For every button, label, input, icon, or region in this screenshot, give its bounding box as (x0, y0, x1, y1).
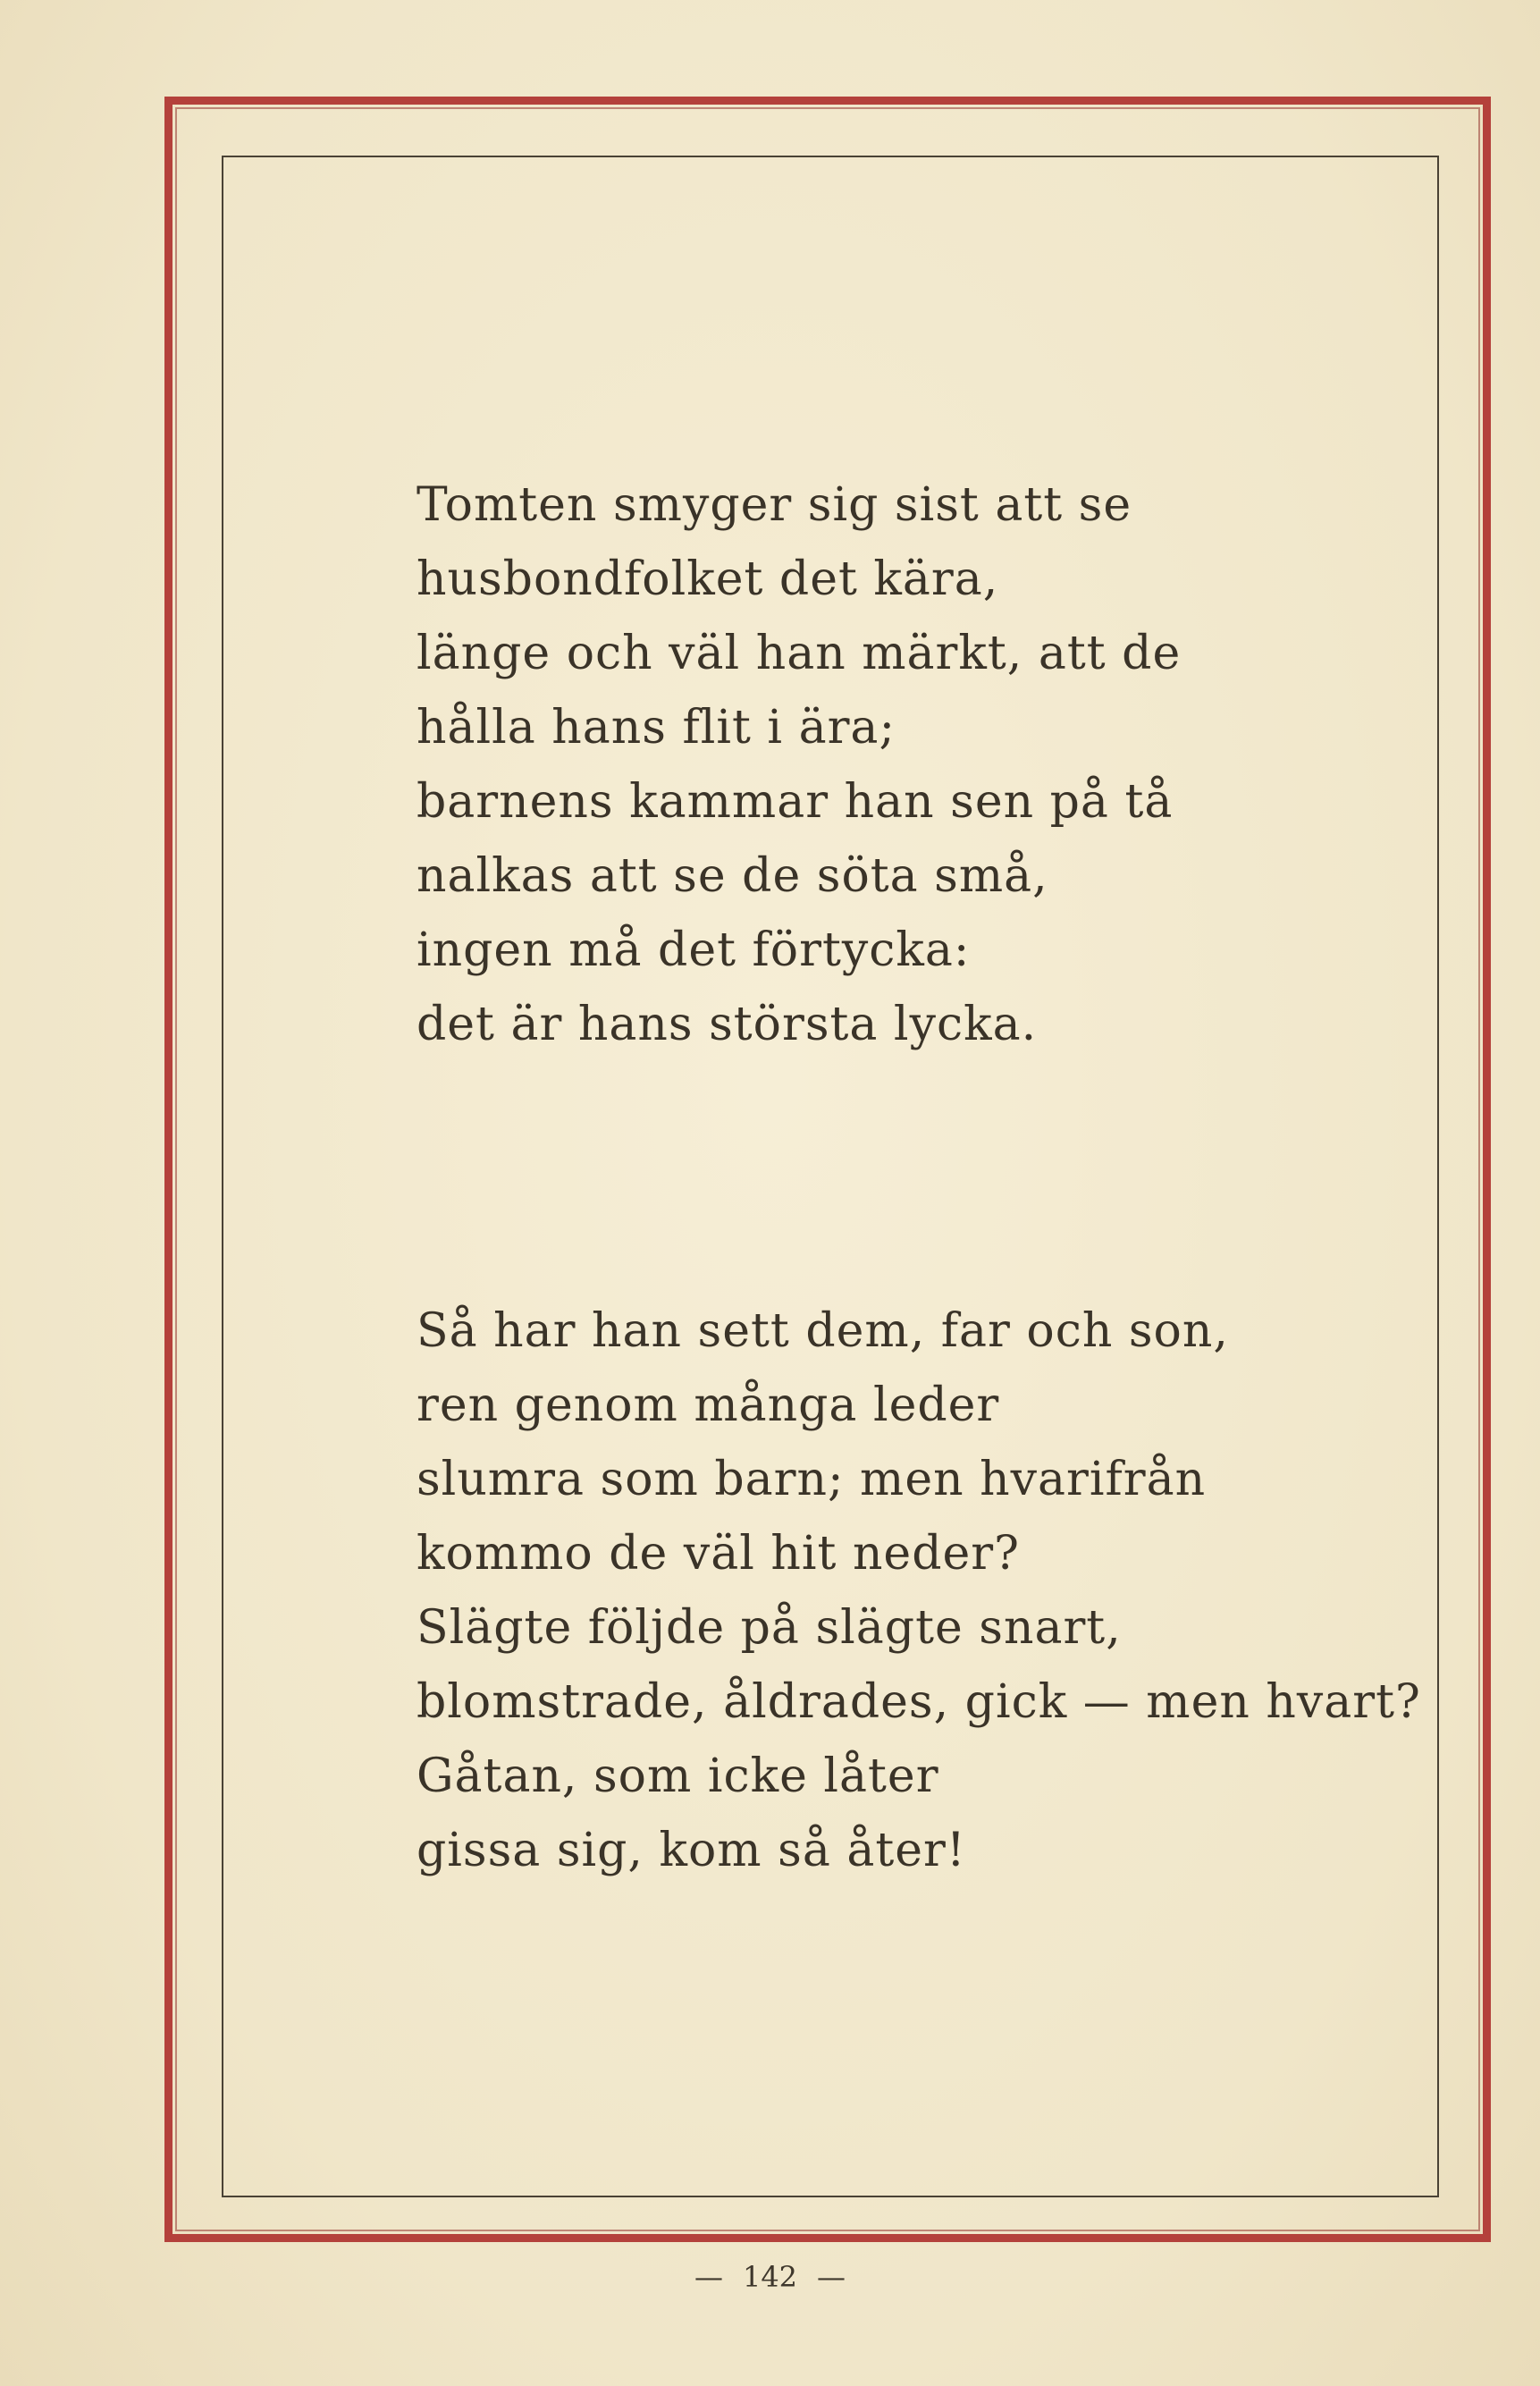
verse-line: gissa sig, kom så åter! (417, 1824, 966, 1877)
verse-line: ren genom många leder (417, 1378, 1000, 1432)
verse-line: kommo de väl hit neder? (417, 1527, 1021, 1581)
verse-line: blomstrade, åldrades, gick — men hvart? (417, 1675, 1421, 1729)
page-number: 142 (742, 2260, 798, 2294)
stanza-1 (417, 468, 1181, 1062)
verse-line: hålla hans flit i ära; (417, 701, 896, 755)
verse-line: ingen må det förtycka: (417, 923, 971, 977)
verse-line: Tomten smyger sig sist att se (417, 478, 1132, 532)
verse-line: nalkas att se de söta små, (417, 849, 1048, 903)
verse-line: husbondfolket det kära, (417, 552, 999, 606)
footer-dash-left: — (694, 2260, 723, 2294)
text-frame (222, 156, 1439, 2197)
verse-line: Så har han sett dem, far och son, (417, 1304, 1229, 1358)
verse-line: barnens kammar han sen på tå (417, 775, 1174, 829)
page-number-footer (0, 2260, 1540, 2294)
verse-line: Slägte följde på slägte snart, (417, 1601, 1122, 1655)
verse-line: länge och väl han märkt, att de (417, 627, 1182, 680)
footer-dash-right: — (817, 2260, 846, 2294)
verse-line: slumra som barn; men hvarifrån (417, 1453, 1207, 1506)
stanza-2 (417, 1294, 1421, 1888)
verse-line: Gåtan, som icke låter (417, 1749, 939, 1803)
verse-line: det är hans största lycka. (417, 998, 1038, 1051)
